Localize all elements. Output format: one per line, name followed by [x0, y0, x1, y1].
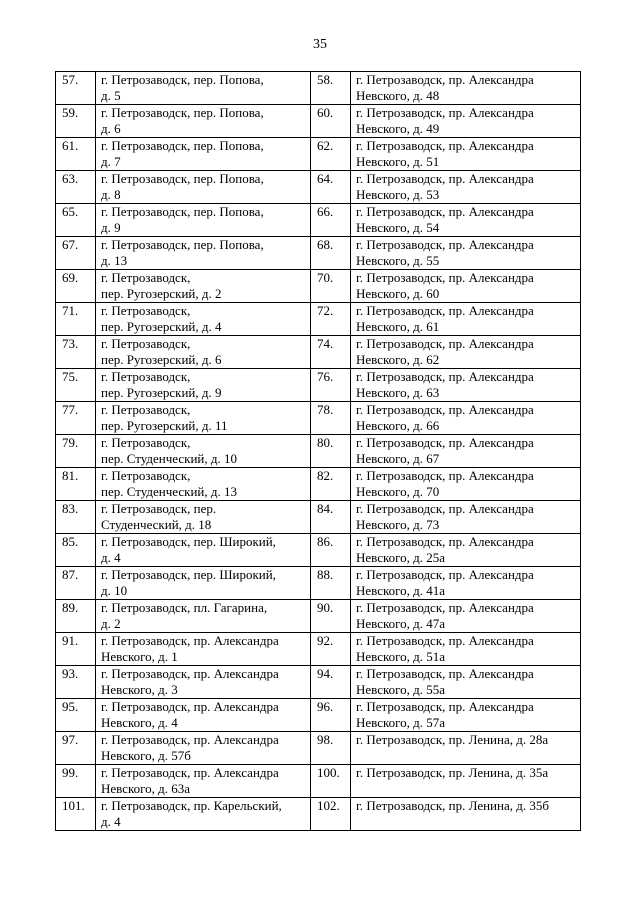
- address-line: д. 2: [101, 616, 121, 631]
- address-cell-left: [96, 204, 311, 237]
- address-line: г. Петрозаводск, пр. Александра: [356, 600, 534, 615]
- address-cell-right: [351, 567, 581, 600]
- address-cell-right: [351, 501, 581, 534]
- address-cell-left: [96, 336, 311, 369]
- address-line: Невского, д. 57а: [356, 715, 446, 730]
- address-cell-left: [96, 765, 311, 798]
- address-line: г. Петрозаводск, пер.: [101, 501, 217, 516]
- address-line: г. Петрозаводск, пр. Александра: [356, 468, 534, 483]
- row-number-left: 63.: [56, 171, 96, 204]
- row-number-left: 93.: [56, 666, 96, 699]
- address-line: г. Петрозаводск, пер. Попова,: [101, 72, 264, 87]
- address-line: д. 4: [101, 814, 121, 829]
- table-row: [56, 237, 581, 270]
- address-line: г. Петрозаводск, пр. Александра: [356, 171, 534, 186]
- table-row: [56, 633, 581, 666]
- address-line: Невского, д. 70: [356, 484, 440, 499]
- address-line: г. Петрозаводск, пр. Александра: [356, 435, 534, 450]
- address-line: г. Петрозаводск, пер. Попова,: [101, 138, 264, 153]
- address-line: г. Петрозаводск, пр. Александра: [356, 72, 534, 87]
- row-number-right: 102.: [311, 798, 351, 831]
- address-cell-right: [351, 600, 581, 633]
- address-line: Невского, д. 41а: [356, 583, 446, 598]
- address-line: г. Петрозаводск,: [101, 336, 191, 351]
- address-line: г. Петрозаводск, пер. Широкий,: [101, 534, 276, 549]
- table-row: [56, 666, 581, 699]
- address-cell-right: [351, 666, 581, 699]
- row-number-right: 84.: [311, 501, 351, 534]
- page-number: 35: [313, 37, 327, 52]
- address-line: г. Петрозаводск,: [101, 270, 191, 285]
- address-line: г. Петрозаводск,: [101, 468, 191, 483]
- row-number-right: 60.: [311, 105, 351, 138]
- row-number-left: 59.: [56, 105, 96, 138]
- address-line: Невского, д. 57б: [101, 748, 191, 763]
- address-line: г. Петрозаводск, пр. Александра: [356, 534, 534, 549]
- address-cell-left: [96, 72, 311, 105]
- row-number-right: 74.: [311, 336, 351, 369]
- address-line: г. Петрозаводск, пр. Ленина, д. 35б: [356, 798, 549, 813]
- address-cell-right: [351, 270, 581, 303]
- address-line: Невского, д. 49: [356, 121, 440, 136]
- table-row: [56, 534, 581, 567]
- address-line: г. Петрозаводск, пр. Александра: [356, 699, 534, 714]
- address-line: г. Петрозаводск, пр. Карельский,: [101, 798, 282, 813]
- address-line: г. Петрозаводск, пр. Александра: [356, 402, 534, 417]
- address-line: г. Петрозаводск, пр. Александра: [356, 567, 534, 582]
- address-cell-left: [96, 435, 311, 468]
- address-line: пер. Студенческий, д. 10: [101, 451, 238, 466]
- table-row: [56, 270, 581, 303]
- address-cell-left: [96, 105, 311, 138]
- address-cell-right: [351, 798, 581, 831]
- address-cell-right: [351, 204, 581, 237]
- row-number-left: 65.: [56, 204, 96, 237]
- address-line: пер. Ругозерский, д. 9: [101, 385, 222, 400]
- address-cell-right: [351, 765, 581, 798]
- address-line: г. Петрозаводск, пр. Александра: [356, 237, 534, 252]
- row-number-right: 78.: [311, 402, 351, 435]
- address-cell-left: [96, 303, 311, 336]
- table-row: [56, 204, 581, 237]
- address-line: г. Петрозаводск, пр. Александра: [356, 369, 534, 384]
- row-number-left: 73.: [56, 336, 96, 369]
- row-number-right: 94.: [311, 666, 351, 699]
- table-row: [56, 567, 581, 600]
- table-row: [56, 468, 581, 501]
- row-number-right: 72.: [311, 303, 351, 336]
- address-line: г. Петрозаводск, пл. Гагарина,: [101, 600, 268, 615]
- address-cell-left: [96, 468, 311, 501]
- address-cell-left: [96, 237, 311, 270]
- address-line: Невского, д. 55: [356, 253, 440, 268]
- address-cell-left: [96, 270, 311, 303]
- address-line: д. 10: [101, 583, 128, 598]
- address-cell-right: [351, 633, 581, 666]
- address-cell-right: [351, 732, 581, 765]
- address-line: Невского, д. 63: [356, 385, 440, 400]
- address-cell-right: [351, 105, 581, 138]
- row-number-left: 97.: [56, 732, 96, 765]
- address-line: Невского, д. 61: [356, 319, 440, 334]
- row-number-left: 61.: [56, 138, 96, 171]
- table-row: [56, 402, 581, 435]
- row-number-right: 100.: [311, 765, 351, 798]
- address-line: г. Петрозаводск,: [101, 369, 191, 384]
- table-row: [56, 105, 581, 138]
- address-cell-right: [351, 402, 581, 435]
- address-line: Невского, д. 62: [356, 352, 440, 367]
- row-number-left: 101.: [56, 798, 96, 831]
- address-line: г. Петрозаводск,: [101, 435, 191, 450]
- address-cell-left: [96, 699, 311, 732]
- address-line: г. Петрозаводск, пр. Александра: [101, 765, 279, 780]
- address-line: г. Петрозаводск, пер. Попова,: [101, 204, 264, 219]
- row-number-left: 95.: [56, 699, 96, 732]
- table-row: [56, 171, 581, 204]
- address-cell-right: [351, 699, 581, 732]
- address-line: Невского, д. 48: [356, 88, 440, 103]
- address-cell-right: [351, 138, 581, 171]
- row-number-left: 99.: [56, 765, 96, 798]
- row-number-left: 91.: [56, 633, 96, 666]
- row-number-right: 92.: [311, 633, 351, 666]
- address-cell-right: [351, 534, 581, 567]
- address-line: г. Петрозаводск, пр. Александра: [101, 699, 279, 714]
- address-line: г. Петрозаводск, пр. Александра: [101, 633, 279, 648]
- address-cell-right: [351, 336, 581, 369]
- row-number-left: 75.: [56, 369, 96, 402]
- address-cell-left: [96, 402, 311, 435]
- row-number-left: 71.: [56, 303, 96, 336]
- address-line: г. Петрозаводск, пр. Александра: [356, 138, 534, 153]
- address-cell-right: [351, 171, 581, 204]
- address-line: Невского, д. 73: [356, 517, 440, 532]
- address-line: Невского, д. 66: [356, 418, 440, 433]
- row-number-left: 79.: [56, 435, 96, 468]
- table-row: [56, 72, 581, 105]
- table-row: [56, 303, 581, 336]
- address-cell-left: [96, 567, 311, 600]
- address-line: Студенческий, д. 18: [101, 517, 212, 532]
- address-table-body: [56, 72, 581, 831]
- address-line: Невского, д. 3: [101, 682, 178, 697]
- address-line: г. Петрозаводск,: [101, 303, 191, 318]
- row-number-right: 90.: [311, 600, 351, 633]
- table-row: [56, 138, 581, 171]
- address-line: г. Петрозаводск, пер. Широкий,: [101, 567, 276, 582]
- row-number-right: 98.: [311, 732, 351, 765]
- address-line: Невского, д. 4: [101, 715, 178, 730]
- address-line: г. Петрозаводск, пер. Попова,: [101, 237, 264, 252]
- row-number-right: 82.: [311, 468, 351, 501]
- row-number-left: 67.: [56, 237, 96, 270]
- address-line: г. Петрозаводск, пр. Александра: [356, 105, 534, 120]
- row-number-right: 68.: [311, 237, 351, 270]
- address-line: д. 13: [101, 253, 128, 268]
- address-line: д. 5: [101, 88, 121, 103]
- address-line: д. 8: [101, 187, 121, 202]
- row-number-right: 80.: [311, 435, 351, 468]
- row-number-right: 70.: [311, 270, 351, 303]
- table-row: [56, 732, 581, 765]
- address-line: г. Петрозаводск, пр. Александра: [356, 204, 534, 219]
- address-cell-left: [96, 171, 311, 204]
- row-number-right: 66.: [311, 204, 351, 237]
- row-number-right: 62.: [311, 138, 351, 171]
- address-line: пер. Ругозерский, д. 6: [101, 352, 222, 367]
- table-row: [56, 600, 581, 633]
- address-cell-left: [96, 633, 311, 666]
- address-cell-left: [96, 732, 311, 765]
- address-line: г. Петрозаводск, пр. Александра: [101, 732, 279, 747]
- address-line: Невского, д. 53: [356, 187, 440, 202]
- address-cell-left: [96, 501, 311, 534]
- table-row: [56, 699, 581, 732]
- row-number-right: 86.: [311, 534, 351, 567]
- address-cell-left: [96, 138, 311, 171]
- address-line: Невского, д. 47а: [356, 616, 446, 631]
- row-number-left: 81.: [56, 468, 96, 501]
- address-line: д. 9: [101, 220, 121, 235]
- address-line: д. 4: [101, 550, 121, 565]
- address-table: [55, 71, 581, 831]
- address-line: г. Петрозаводск, пр. Александра: [356, 336, 534, 351]
- address-line: Невского, д. 25а: [356, 550, 446, 565]
- address-line: г. Петрозаводск, пр. Александра: [356, 303, 534, 318]
- address-line: Невского, д. 54: [356, 220, 440, 235]
- address-cell-right: [351, 369, 581, 402]
- address-cell-left: [96, 369, 311, 402]
- address-line: г. Петрозаводск, пр. Александра: [101, 666, 279, 681]
- table-row: [56, 369, 581, 402]
- address-line: г. Петрозаводск, пр. Александра: [356, 633, 534, 648]
- row-number-left: 69.: [56, 270, 96, 303]
- address-line: Невского, д. 63а: [101, 781, 191, 796]
- address-line: г. Петрозаводск, пр. Ленина, д. 28а: [356, 732, 549, 747]
- table-row: [56, 336, 581, 369]
- row-number-left: 83.: [56, 501, 96, 534]
- address-cell-right: [351, 468, 581, 501]
- address-line: пер. Ругозерский, д. 11: [101, 418, 228, 433]
- address-cell-left: [96, 600, 311, 633]
- address-cell-left: [96, 534, 311, 567]
- address-line: Невского, д. 60: [356, 286, 440, 301]
- row-number-right: 88.: [311, 567, 351, 600]
- address-line: д. 6: [101, 121, 121, 136]
- table-row: [56, 765, 581, 798]
- row-number-right: 96.: [311, 699, 351, 732]
- row-number-left: 57.: [56, 72, 96, 105]
- address-line: пер. Ругозерский, д. 2: [101, 286, 222, 301]
- address-line: д. 7: [101, 154, 121, 169]
- row-number-right: 64.: [311, 171, 351, 204]
- table-row: [56, 501, 581, 534]
- address-line: г. Петрозаводск, пр. Александра: [356, 501, 534, 516]
- address-cell-right: [351, 237, 581, 270]
- table-row: [56, 435, 581, 468]
- address-line: г. Петрозаводск, пер. Попова,: [101, 105, 264, 120]
- address-cell-left: [96, 798, 311, 831]
- row-number-right: 58.: [311, 72, 351, 105]
- row-number-left: 89.: [56, 600, 96, 633]
- address-line: Невского, д. 55а: [356, 682, 446, 697]
- address-cell-right: [351, 72, 581, 105]
- table-row: [56, 798, 581, 831]
- address-line: г. Петрозаводск,: [101, 402, 191, 417]
- address-line: Невского, д. 51а: [356, 649, 446, 664]
- row-number-right: 76.: [311, 369, 351, 402]
- address-line: Невского, д. 67: [356, 451, 440, 466]
- address-line: г. Петрозаводск, пр. Александра: [356, 666, 534, 681]
- address-cell-right: [351, 303, 581, 336]
- address-line: г. Петрозаводск, пр. Александра: [356, 270, 534, 285]
- address-line: Невского, д. 1: [101, 649, 178, 664]
- address-line: Невского, д. 51: [356, 154, 440, 169]
- address-line: пер. Ругозерский, д. 4: [101, 319, 222, 334]
- row-number-left: 87.: [56, 567, 96, 600]
- address-cell-left: [96, 666, 311, 699]
- address-cell-right: [351, 435, 581, 468]
- row-number-left: 77.: [56, 402, 96, 435]
- row-number-left: 85.: [56, 534, 96, 567]
- address-line: г. Петрозаводск, пр. Ленина, д. 35а: [356, 765, 549, 780]
- address-line: пер. Студенческий, д. 13: [101, 484, 238, 499]
- address-line: г. Петрозаводск, пер. Попова,: [101, 171, 264, 186]
